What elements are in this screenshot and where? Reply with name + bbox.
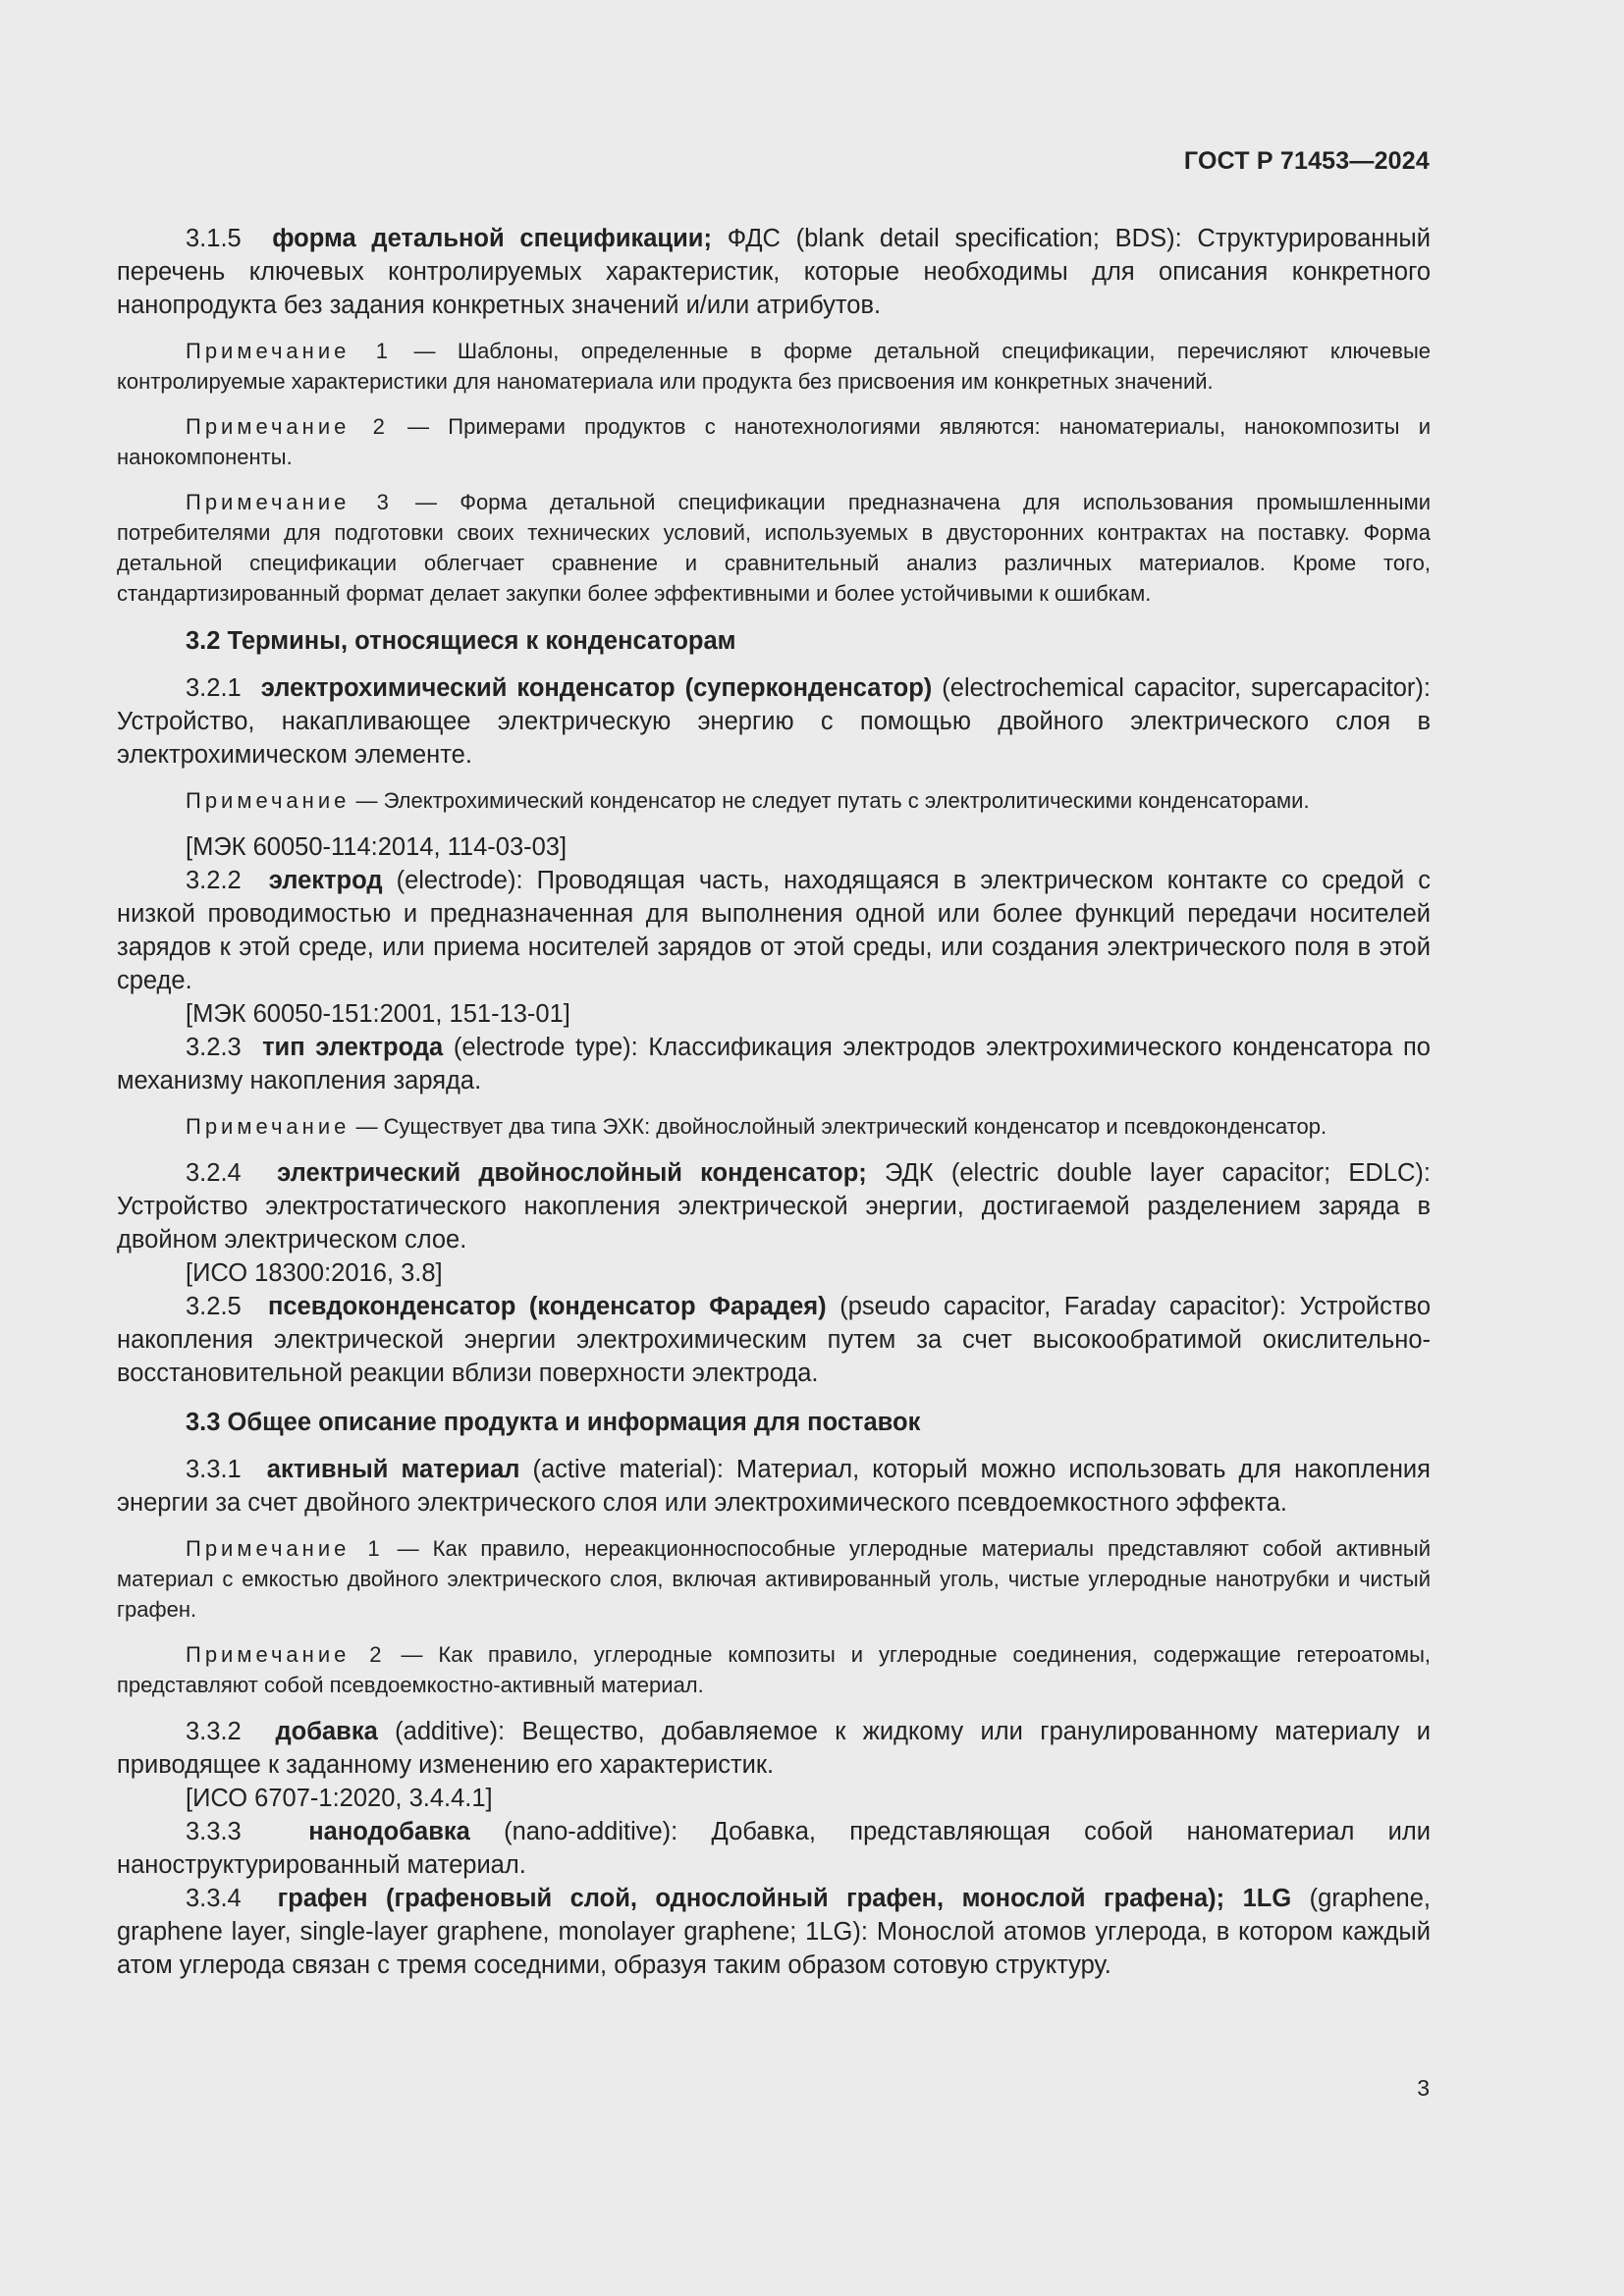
section-heading-3-3: 3.3 Общее описание продукта и информация для поставок	[186, 1409, 921, 1436]
note-3-3-1-1	[117, 1533, 1431, 1625]
term-3-2-4	[117, 1156, 1431, 1256]
document-body	[117, 222, 1431, 1982]
term-definition: (electrochemical capacitor, supercapacitor): Устройство, накапливающее электрическую энергию с помощью двойного электрического слоя в электрохимическом элементе.	[117, 674, 1432, 769]
term-name: активный материал	[266, 1456, 520, 1483]
note-3-1-5-2	[117, 411, 1431, 472]
term-definition: (pseudo capacitor, Faraday capacitor): Устройство накопления электрической энергии электрохимическим путем за счет высокообратимой окислительно-восстановительной реакции вблизи поверхности электрода.	[117, 1293, 1432, 1387]
term-definition: (electrode type): Классификация электродов электрохимического конденсатора по механизму накопления заряда.	[117, 1034, 1431, 1095]
term-definition: ФДС (blank detail specification; BDS): Структурированный перечень ключевых контролируемых характеристик, которые необходимы для описания конкретного нанопродукта без задания конкретных значений и/или атрибутов.	[117, 225, 1431, 319]
term-number: 3.3.2	[186, 1718, 242, 1745]
note-text: — Электрохимический конденсатор не следует путать с электролитическими конденсаторами.	[350, 788, 1310, 813]
source-reference: [ИСО 18300:2016, 3.8]	[186, 1259, 443, 1287]
term-name: добавка	[275, 1718, 378, 1745]
term-3-3-4	[117, 1882, 1431, 1982]
note-label: Примечание	[186, 1114, 351, 1139]
term-3-2-2	[117, 864, 1431, 997]
term-3-2-5	[117, 1290, 1431, 1390]
term-name: электрохимический конденсатор (суперконденсатор)	[260, 674, 933, 702]
term-number: 3.3.1	[186, 1456, 242, 1483]
term-number: 3.2.1	[186, 674, 242, 702]
note-label: Примечание 1	[186, 339, 393, 363]
note-3-1-5-1	[117, 336, 1431, 397]
document-header: ГОСТ Р 71453—2024	[1183, 147, 1430, 175]
term-number: 3.2.3	[186, 1034, 242, 1061]
term-number: 3.3.3	[186, 1818, 242, 1845]
note-text: — Существует два типа ЭХК: двойнослойный электрический конденсатор и псевдоконденсатор.	[350, 1114, 1327, 1139]
note-label: Примечание 3	[186, 490, 393, 514]
note-text: — Форма детальной спецификации предназначена для использования промышленными потребителями для подготовки своих технических условий, используемых в двусторонних контрактах на поставку. Форма детальной спецификации облегчает сравнение и сравнительный анализ различных материалов. Кроме того, стандартизированный формат делает закупки более эффективными и более устойчивыми к ошибкам.	[117, 490, 1431, 606]
source-reference: [ИСО 6707-1:2020, 3.4.4.1]	[186, 1785, 493, 1812]
term-name: графен (графеновый слой, однослойный графен, монослой графена); 1LG	[277, 1885, 1292, 1912]
term-definition: ЭДК (electric double layer capacitor; EDLC): Устройство электростатического накопления электрической энергии, достигаемой разделением заряда в двойном электрическом слое.	[117, 1159, 1432, 1254]
term-3-3-3	[117, 1815, 1431, 1882]
term-3-2-1	[117, 671, 1431, 772]
term-definition: (active material): Материал, который можно использовать для накопления энергии за счет двойного электрического слоя или электрохимического псевдоемкостного эффекта.	[117, 1456, 1431, 1517]
term-number: 3.2.5	[186, 1293, 242, 1320]
note-text: — Шаблоны, определенные в форме детальной спецификации, перечисляют ключевые контролируемые характеристики для наноматериала или продукта без присвоения им конкретных значений.	[117, 339, 1431, 394]
note-label: Примечание	[186, 788, 351, 813]
note-label: Примечание 1	[186, 1536, 384, 1561]
note-3-1-5-3	[117, 487, 1431, 609]
term-3-1-5	[117, 222, 1431, 322]
note-3-2-3	[117, 1111, 1431, 1142]
term-number: 3.3.4	[186, 1885, 242, 1912]
source-reference: [МЭК 60050-151:2001, 151-13-01]	[186, 1000, 570, 1028]
note-text: — Как правило, углеродные композиты и углеродные соединения, содержащие гетероатомы, представляют собой псевдоемкостно-активный материал.	[117, 1642, 1431, 1697]
note-text: — Примерами продуктов с нанотехнологиями являются: наноматериалы, нанокомпозиты и нанокомпоненты.	[117, 414, 1431, 469]
term-3-2-3	[117, 1031, 1431, 1097]
term-name: тип электрода	[262, 1034, 444, 1061]
term-definition: (graphene, graphene layer, single-layer graphene, monolayer graphene; 1LG): Монослой атомов углерода, в котором каждый атом углерода связан с тремя соседними, образуя таким образом сотовую структуру.	[117, 1885, 1431, 1979]
term-definition: (additive): Вещество, добавляемое к жидкому или гранулированному материалу и приводящее к заданному изменению его характеристик.	[117, 1718, 1432, 1779]
term-name: псевдоконденсатор (конденсатор Фарадея)	[267, 1293, 827, 1320]
note-3-2-1	[117, 785, 1431, 816]
note-label: Примечание 2	[186, 414, 389, 439]
term-definition: (electrode): Проводящая часть, находящаяся в электрическом контакте со средой с низкой проводимостью и предназначенная для выполнения одной или более функций передачи носителей зарядов к этой среде, или приема носителей зарядов от этой среды, или создания электрического поля в этой среде.	[117, 867, 1431, 994]
term-name: электрический двойнослойный конденсатор;	[277, 1159, 867, 1187]
note-text: — Как правило, нереакционноспособные углеродные материалы представляют собой активный материал с емкостью двойного электрического слоя, включая активированный уголь, чистые углеродные нанотрубки и чистый графен.	[117, 1536, 1431, 1622]
term-number: 3.2.4	[186, 1159, 242, 1187]
note-3-3-1-2	[117, 1639, 1431, 1700]
term-name: электрод	[268, 867, 383, 894]
note-label: Примечание 2	[186, 1642, 386, 1667]
term-3-3-2	[117, 1715, 1431, 1782]
term-name: форма детальной спецификации;	[272, 225, 712, 252]
term-number: 3.1.5	[186, 225, 242, 252]
term-number: 3.2.2	[186, 867, 242, 894]
section-heading-3-2: 3.2 Термины, относящиеся к конденсаторам	[186, 627, 736, 655]
term-definition: (nano-additive): Добавка, представляющая собой наноматериал или наноструктурированный материал.	[117, 1818, 1431, 1879]
term-name: нанодобавка	[308, 1818, 470, 1845]
source-reference: [МЭК 60050-114:2014, 114-03-03]	[186, 833, 568, 861]
term-3-3-1	[117, 1453, 1431, 1520]
page-number: 3	[1417, 2075, 1430, 2101]
